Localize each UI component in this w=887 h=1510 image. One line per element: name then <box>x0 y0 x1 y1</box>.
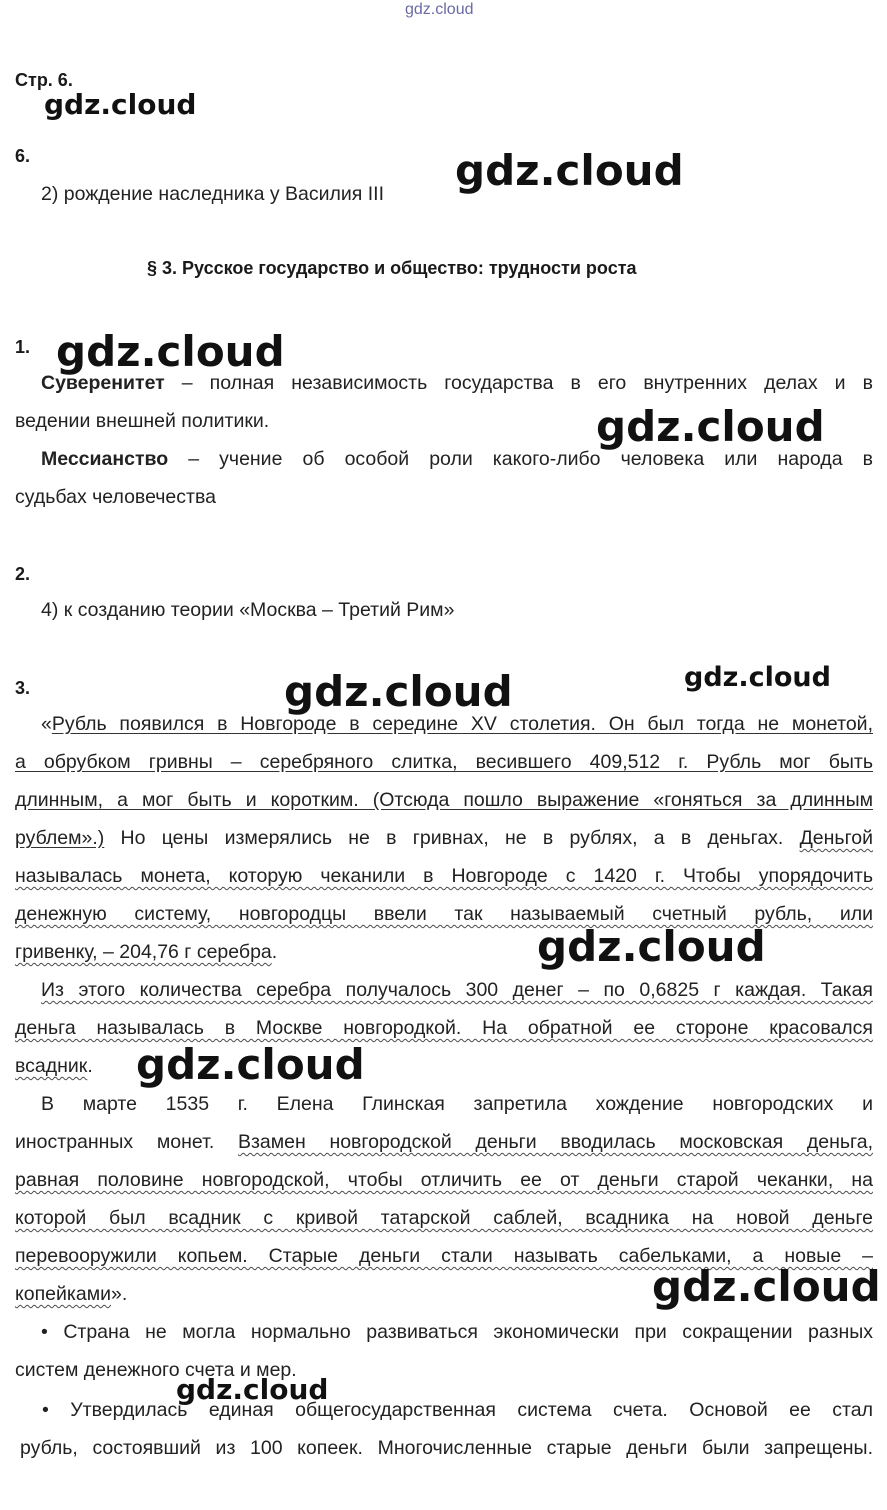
quote-p3-line-6 <box>15 1275 127 1313</box>
quote-p1-text-7a: гривенку, – 204,76 г серебра <box>15 941 272 963</box>
bullet-2-line-1: • Утвердилась единая общегосударственная система счета. Основой ее стал <box>42 1399 873 1421</box>
watermark-5: gdz.cloud <box>684 662 831 693</box>
sovereignty-term: Суверенитет <box>41 372 165 394</box>
messianism-term: Мессианство <box>41 448 169 470</box>
bullet-2-line-2: рубль, состоявший из 100 копеек. Многочисленные старые деньги были запрещены. <box>20 1437 873 1459</box>
question-2-number: 2. <box>15 564 31 584</box>
watermark-2: gdz.cloud <box>455 146 684 195</box>
bullet-1-line-1: • Страна не могла нормально развиваться экономически при сокращении разных <box>41 1321 873 1343</box>
watermark-6: gdz.cloud <box>284 667 513 716</box>
quote-p3-line-2 <box>15 1123 873 1161</box>
watermark-1: gdz.cloud <box>44 88 197 121</box>
sovereignty-def-1: – полная независимость государства в его внутренних делах и в <box>164 372 873 394</box>
bullet-1-line-2: систем денежного счета и мер. <box>15 1359 297 1381</box>
quote-p3-text-6b: ». <box>111 1283 128 1305</box>
quote-p2-line-2: деньга называлась в Москве новгородкой. На обратной ее стороне красовался <box>15 1017 873 1039</box>
quote-p3-text-2a: иностранных монет. <box>15 1131 238 1153</box>
question-6-number: 6. <box>15 146 31 166</box>
quote-p1-text-4b: Но цены измерялись не в гривнах, не в рублях, а в деньгах. <box>104 827 800 849</box>
quote-p1-line-5: называлась монета, которую чеканили в Новгороде с 1420 г. Чтобы упорядочить <box>15 865 873 887</box>
watermark-9: gdz.cloud <box>652 1262 881 1311</box>
quote-p3-line-3: равная половине новгородской, чтобы отличить ее от деньги старой чеканки, на <box>15 1169 873 1191</box>
watermark-10: gdz.cloud <box>176 1373 329 1406</box>
quote-p3-line-1: В марте 1535 г. Елена Глинская запретила хождение новгородских и <box>41 1093 873 1115</box>
top-watermark: gdz.cloud <box>405 1 474 18</box>
open-quote: « <box>41 713 52 735</box>
messianism-definition-line-2: судьбах человечества <box>15 486 216 508</box>
quote-p1-line-4 <box>15 819 873 857</box>
quote-p2-text-3a: всадник <box>15 1055 88 1077</box>
question-2-answer: 4) к созданию теории «Москва – Третий Рим» <box>41 599 455 621</box>
quote-p1-line-3: длинным, а мог быть и коротким. (Отсюда пошло выражение «гоняться за длинным <box>15 789 873 811</box>
quote-p1-text-1: Рубль появился в Новгороде в середине XV столетия. Он был тогда не монетой, <box>51 713 873 735</box>
quote-p2-line-1: Из этого количества серебра получалось 300 денег – по 0,6825 г каждая. Такая <box>41 979 873 1001</box>
quote-p1-text-4c: Деньгой <box>799 827 873 849</box>
section-title: § 3. Русское государство и общество: трудности роста <box>147 258 637 278</box>
watermark-8: gdz.cloud <box>136 1040 365 1089</box>
quote-p1-line-6: денежную систему, новгородцы ввели так называемый счетный рубль, или <box>15 903 873 925</box>
quote-p2-text-3b: . <box>87 1055 93 1077</box>
quote-p1-line-2: а обрубком гривны – серебряного слитка, весившего 409,512 г. Рубль мог быть <box>15 751 873 773</box>
quote-p1-text-4a: рублем».) <box>15 827 105 849</box>
quote-p1-text-7b: . <box>271 941 278 963</box>
quote-p2-line-3 <box>15 1047 93 1085</box>
page-reference: Стр. 6. <box>15 70 73 90</box>
sovereignty-definition-line-2: ведении внешней политики. <box>15 410 270 432</box>
question-1-number: 1. <box>15 337 31 357</box>
question-6-answer: 2) рождение наследника у Василия III <box>41 183 385 205</box>
messianism-def-1: – учение об особой роли какого-либо человека или народа в <box>168 448 873 470</box>
quote-p3-text-2b: Взамен новгородской деньги вводилась московская деньга, <box>237 1131 873 1153</box>
watermark-3: gdz.cloud <box>56 327 285 376</box>
quote-p3-line-5: перевооружили копьем. Старые деньги стали называть сабельками, а новые – <box>15 1245 873 1267</box>
watermark-7: gdz.cloud <box>537 922 766 971</box>
question-3-number: 3. <box>15 678 31 698</box>
watermark-4: gdz.cloud <box>596 402 825 451</box>
quote-p3-line-4: которой был всадник с кривой татарской саблей, всадника на новой деньге <box>15 1207 873 1229</box>
quote-p1-line-7 <box>15 933 277 971</box>
quote-p3-text-6a: копейками <box>15 1283 111 1305</box>
